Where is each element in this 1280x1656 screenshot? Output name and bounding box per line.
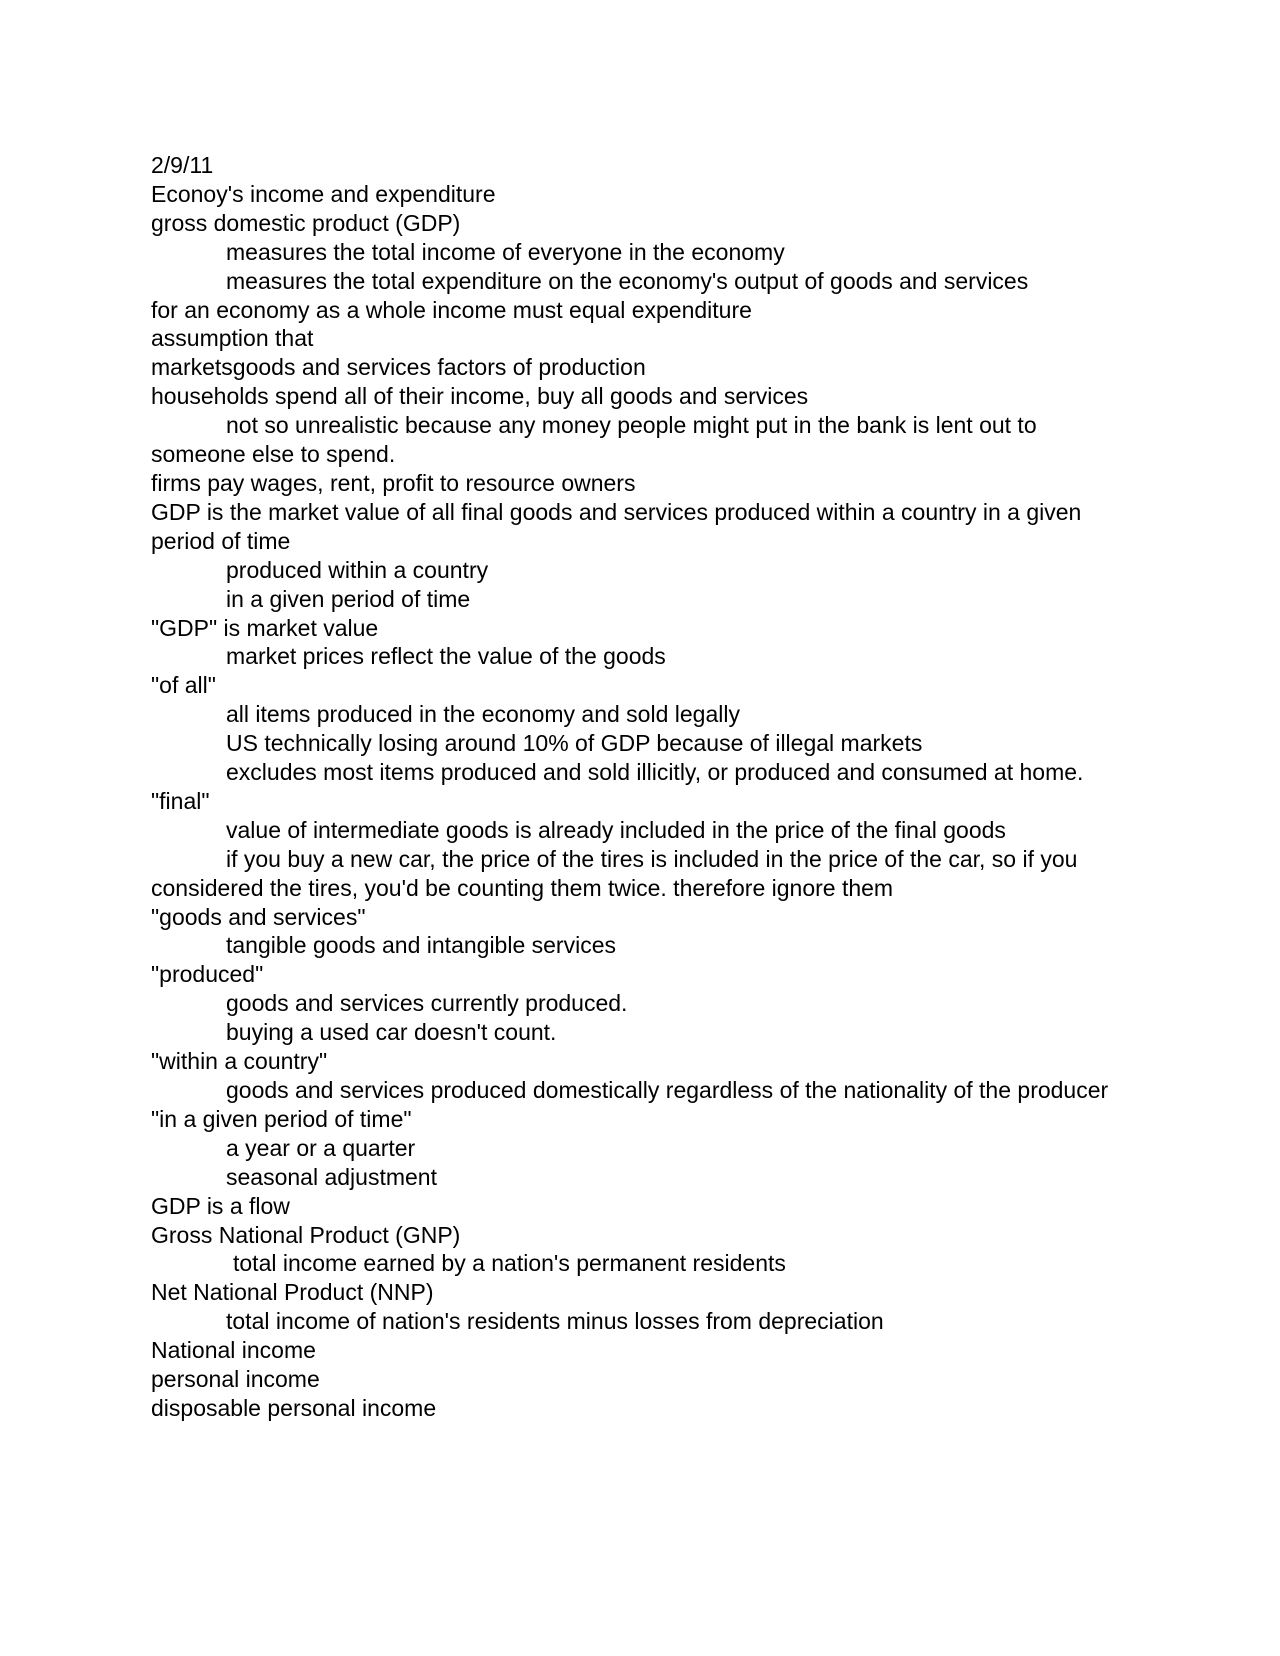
heading-line: gross domestic product (GDP) [151, 209, 461, 236]
note-line: US technically losing around 10% of GDP because of illegal markets [226, 730, 923, 757]
heading-line: personal income [151, 1366, 320, 1393]
note-line: goods and services produced domestically regardless of the nationality of the producer [226, 1077, 1109, 1103]
heading-line: assumption that [151, 325, 314, 352]
note-line: in a given period of time [226, 585, 471, 612]
heading-line: disposable personal income [151, 1394, 437, 1421]
note-line: goods and services currently produced. [226, 990, 628, 1017]
note-line: excludes most items produced and sold illicitly, or produced and consumed at home. [226, 759, 1084, 786]
heading-line: "of all" [151, 672, 216, 699]
heading-line: 2/9/11 [151, 152, 214, 178]
heading-line: "produced" [151, 961, 264, 988]
note-line: produced within a country [226, 556, 489, 583]
document-body [151, 151, 1111, 1423]
heading-line: for an economy as a whole income must equal expenditure [151, 296, 752, 323]
note-line: measures the total income of everyone in the economy [226, 238, 785, 265]
heading-line: households spend all of their income, buy all goods and services [151, 383, 809, 410]
note-line: seasonal adjustment [226, 1163, 437, 1190]
note-line: measures the total expenditure on the economy's output of goods and services [226, 267, 1029, 294]
note-line: all items produced in the economy and sold legally [226, 701, 740, 728]
heading-line: "GDP" is market value [151, 614, 379, 641]
heading-line: Gross National Product (GNP) [151, 1221, 461, 1248]
note-line: buying a used car doesn't count. [226, 1019, 557, 1046]
note-line: a year or a quarter [226, 1134, 416, 1161]
note-line: market prices reflect the value of the goods [226, 643, 666, 670]
heading-line: GDP is the market value of all final goods and services produced within a country in a given period of time [151, 498, 1082, 554]
heading-line: "goods and services" [151, 903, 366, 930]
heading-line: Econoy's income and expenditure [151, 180, 496, 207]
note-line: tangible goods and intangible services [226, 932, 616, 959]
note-line: not so unrealistic because any money people might put in the bank is lent out to someone else to spend. [151, 412, 1037, 468]
heading-line: "in a given period of time" [151, 1105, 412, 1132]
heading-line: GDP is a flow [151, 1192, 290, 1219]
note-line: total income of nation's residents minus losses from depreciation [226, 1308, 884, 1335]
heading-line: "within a country" [151, 1048, 328, 1075]
heading-line: firms pay wages, rent, profit to resource owners [151, 469, 636, 496]
heading-line: marketsgoods and services factors of production [151, 354, 646, 381]
note-line: value of intermediate goods is already included in the price of the final goods [226, 816, 1006, 843]
note-line: total income earned by a nation's permanent residents [233, 1250, 786, 1277]
heading-line: "final" [151, 787, 210, 814]
note-line: if you buy a new car, the price of the tires is included in the price of the car, so if you considered the tires, you'd be counting them twice. therefore ignore them [151, 845, 1078, 901]
heading-line: National income [151, 1337, 316, 1364]
heading-line: Net National Product (NNP) [151, 1279, 434, 1306]
